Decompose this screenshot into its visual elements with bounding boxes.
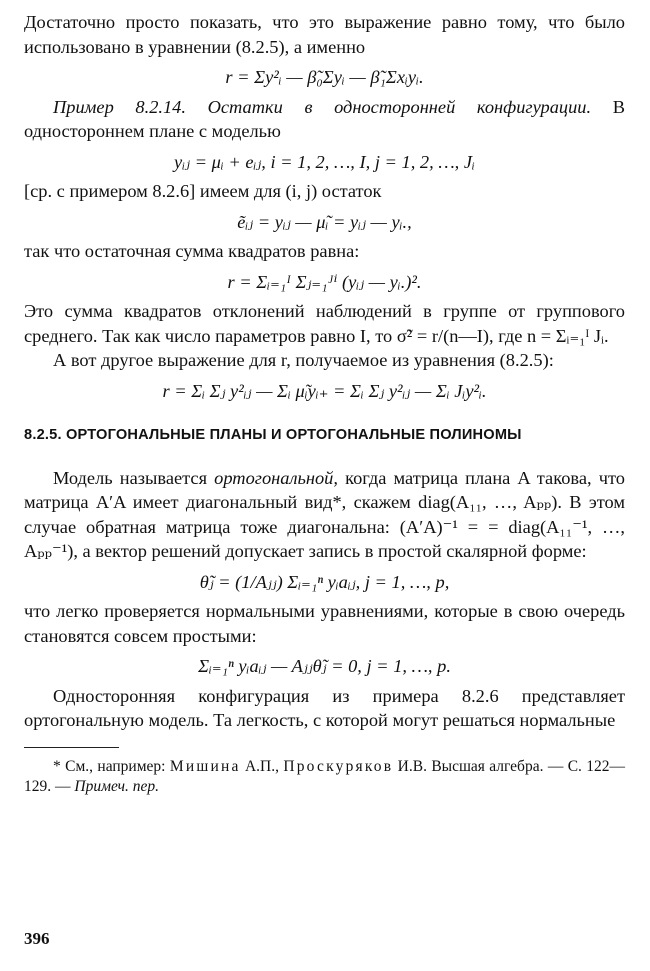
orthogonal-text-rest: когда матрица плана A такова, что матрица A′A имеет диагональный вид*, скажем diag(A₁₁, …, Aₚₚ). В этом случае обратная матрица тоже диагональна: (A′A)⁻¹ = = diag(A₁₁⁻¹, …, Aₚₚ⁻¹), а вектор решений допускает запись в простой скалярной форме:	[24, 467, 625, 561]
book-page	[24, 10, 625, 797]
paragraph-other-expression: А вот другое выражение для r, получаемое из уравнения (8.2.5):	[53, 350, 554, 370]
section-heading: 8.2.5. ОРТОГОНАЛЬНЫЕ ПЛАНЫ И ОРТОГОНАЛЬНЫЕ ПОЛИНОМЫ	[24, 427, 522, 443]
orthogonal-text-start: Модель называется	[53, 467, 208, 488]
equation-residual: ẽᵢⱼ = yᵢⱼ — μ̃ᵢ = yᵢⱼ — yᵢ.,	[237, 211, 412, 232]
page-number: 396	[24, 929, 50, 948]
paragraph-orthogonal	[24, 466, 625, 564]
footnote-title: И.В. Высшая алгебра. — С. 122—129. —	[24, 757, 626, 795]
footnote	[24, 757, 625, 797]
paragraph-rss-intro: так что остаточная сумма квадратов равна:	[24, 241, 360, 261]
paragraph-intro: Достаточно просто показать, что это выражение равно тому, что было использовано в уравнении (8.2.5), а именно	[24, 12, 625, 57]
equation-r-regression: r = Σy²ᵢ — β̃₀Σyᵢ — β̃₁Σxᵢyᵢ.	[225, 67, 424, 87]
footnote-start: * См., например:	[53, 757, 166, 775]
example-paragraph	[24, 95, 625, 144]
equation-model: yᵢⱼ = μᵢ + eᵢⱼ, i = 1, 2, …, I, j = 1, 2, …, Jᵢ	[174, 151, 475, 172]
footnote-author-1: Мишина	[169, 757, 241, 775]
equation-normal: Σᵢ₌₁ⁿ yᵢaᵢⱼ — Aⱼⱼθ̃ⱼ = 0, j = 1, …, p.	[198, 656, 451, 676]
paragraph-normal-equations: что легко проверяется нормальными уравнениями, которые в свою очередь становятся совсем простыми:	[24, 601, 625, 646]
equation-rss: r = Σᵢ₌₁ᴵ Σⱼ₌₁ᴶⁱ (yᵢⱼ — yᵢ.)².	[227, 271, 422, 292]
footnote-translator-note: Примеч. пер.	[74, 777, 160, 795]
paragraph-rss-explanation: Это сумма квадратов отклонений наблюдений в группе от группового среднего. Так как число параметров равно I, то σ̃² = r/(n—I), где n = Σᵢ₌₁ᴵ Jᵢ.	[24, 301, 625, 346]
equation-theta: θ̃ⱼ = (1/Aⱼⱼ) Σᵢ₌₁ⁿ yᵢaᵢⱼ, j = 1, …, p,	[199, 571, 450, 592]
footnote-author-2: Проскуряков	[283, 757, 394, 775]
orthogonal-term: ортогональной,	[214, 467, 338, 488]
example-title: Пример 8.2.14. Остатки в односторонней конфигурации.	[53, 96, 592, 117]
paragraph-last: Односторонняя конфигурация из примера 8.2.6 представляет ортогональную модель. Та легкость, с которой могут решаться нормальные	[24, 685, 625, 730]
paragraph-residual: [ср. с примером 8.2.6] имеем для (i, j) остаток	[24, 181, 382, 201]
footnote-divider	[24, 747, 119, 748]
example-text: В одностороннем плане с моделью	[24, 96, 625, 141]
equation-r-alternative: r = Σᵢ Σⱼ y²ᵢⱼ — Σᵢ μ̃ᵢyᵢ₊ = Σᵢ Σⱼ y²ᵢⱼ — Σᵢ Jᵢy²ᵢ.	[162, 380, 487, 401]
footnote-initials-1: А.П.,	[244, 757, 279, 775]
